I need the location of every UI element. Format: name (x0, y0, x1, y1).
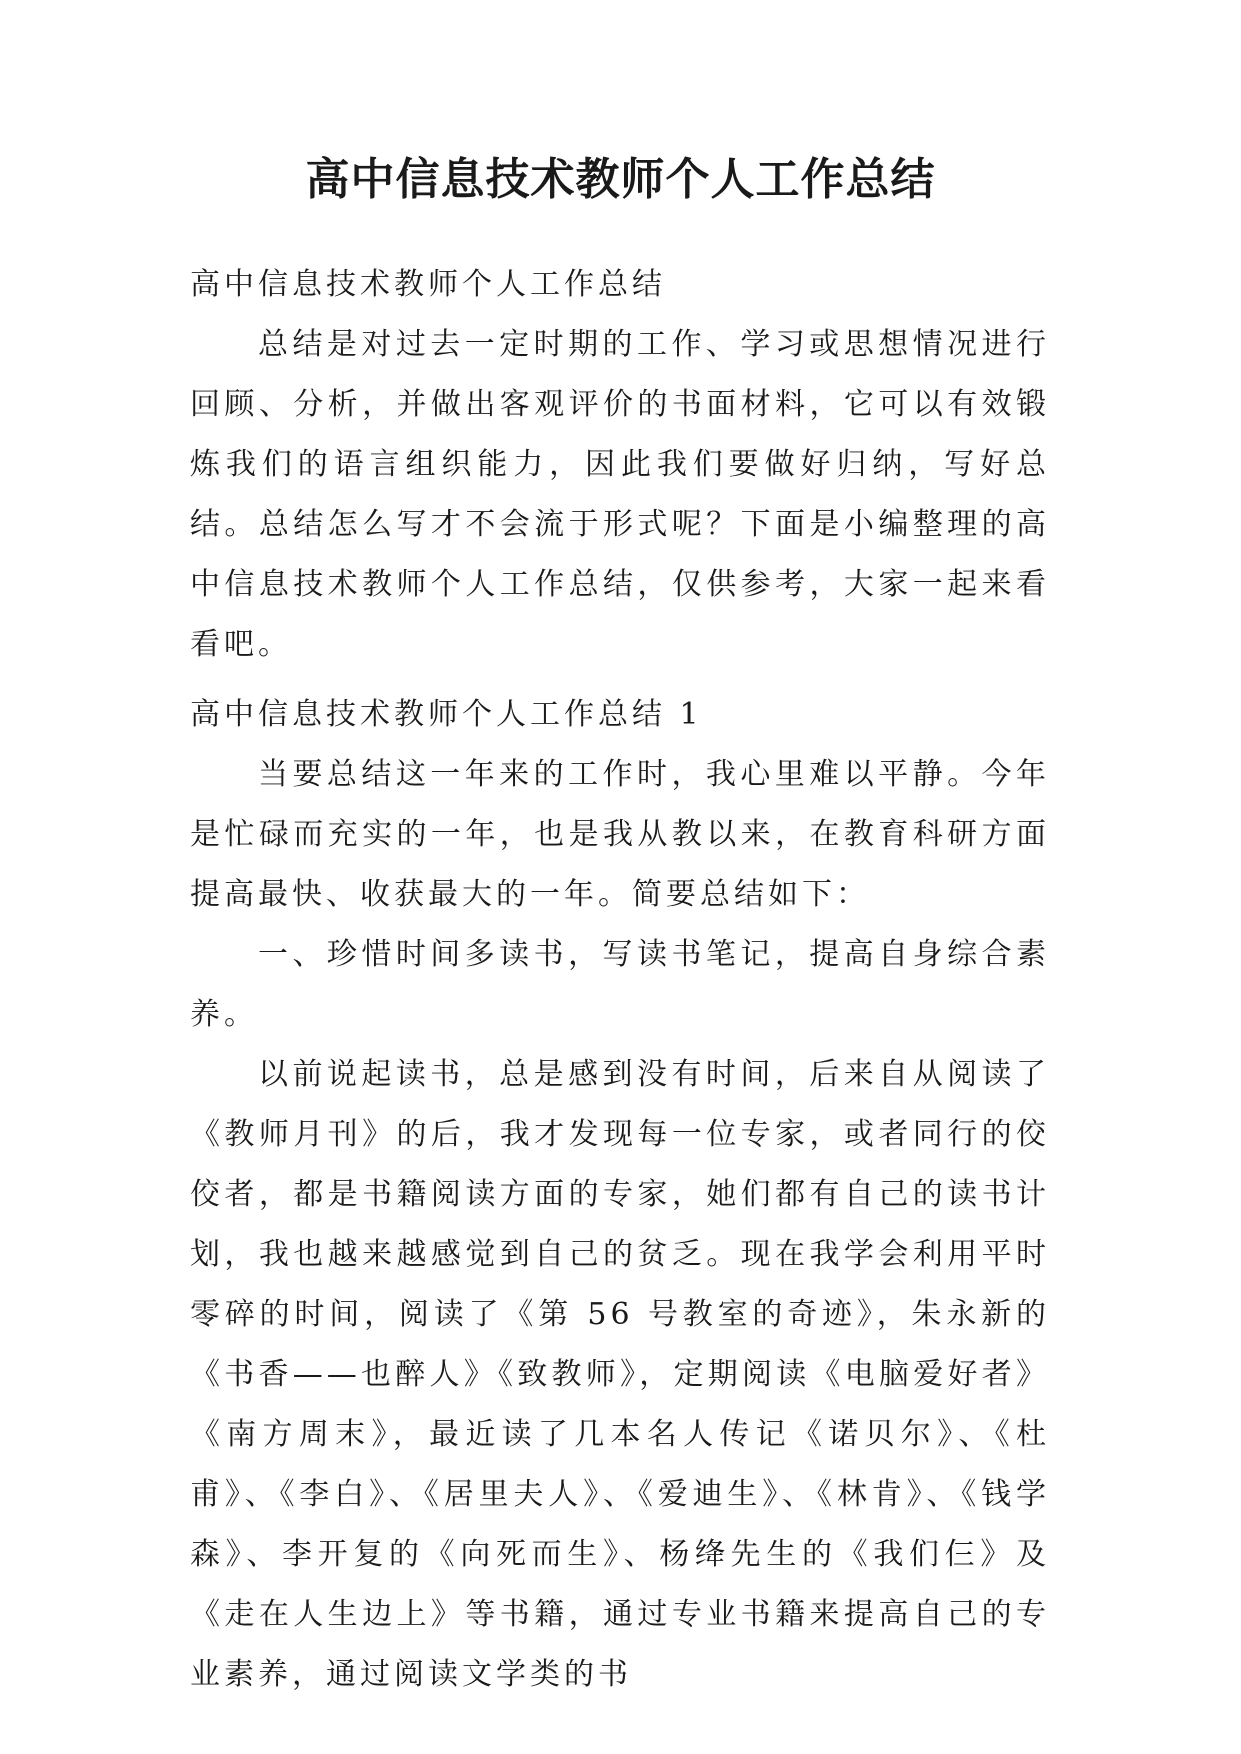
intro-heading: 高中信息技术教师个人工作总结 (190, 267, 666, 302)
intro-paragraph: 总结是对过去一定时期的工作、学习或思想情况进行回顾、分析，并做出客观评价的书面材料，它可以有效锻炼我们的语言组织能力，因此我们要做好归纳，写好总结。总结怎么写才不会流于形式呢？下面是小编整理的高中信息技术教师个人工作总结，仅供参考，大家一起来看看吧。 (190, 327, 1050, 662)
intro-section (190, 255, 1050, 675)
document-title: 高中信息技术教师个人工作总结 (305, 154, 936, 205)
section-1-heading: 高中信息技术教师个人工作总结 1 (190, 697, 703, 732)
section-1-paragraph-1: 当要总结这一年来的工作时，我心里难以平静。今年是忙碌而充实的一年，也是我从教以来，在教育科研方面提高最快、收获最大的一年。简要总结如下： (190, 757, 1050, 912)
section-1 (190, 685, 1050, 1705)
section-1-paragraph-3: 以前说起读书，总是感到没有时间，后来自从阅读了《教师月刊》的后，我才发现每一位专家，或者同行的佼佼者，都是书籍阅读方面的专家，她们都有自己的读书计划，我也越来越感觉到自己的贫乏。现在我学会利用平时零碎的时间，阅读了《第 56 号教室的奇迹》，朱永新的《书香——也醉人》《致教师》，定期阅读《电脑爱好者》《南方周末》，最近读了几本名人传记《诺贝尔》、《杜甫》、《李白》、《居里夫人》、《爱迪生》、《林肯》、《钱学森》、李开复的《向死而生》、杨绛先生的《我们仨》及《走在人生边上》等书籍，通过专业书籍来提高自己的专业素养，通过阅读文学类的书 (190, 1057, 1050, 1692)
section-1-paragraph-2: 一、珍惜时间多读书，写读书笔记，提高自身综合素养。 (190, 937, 1050, 1032)
